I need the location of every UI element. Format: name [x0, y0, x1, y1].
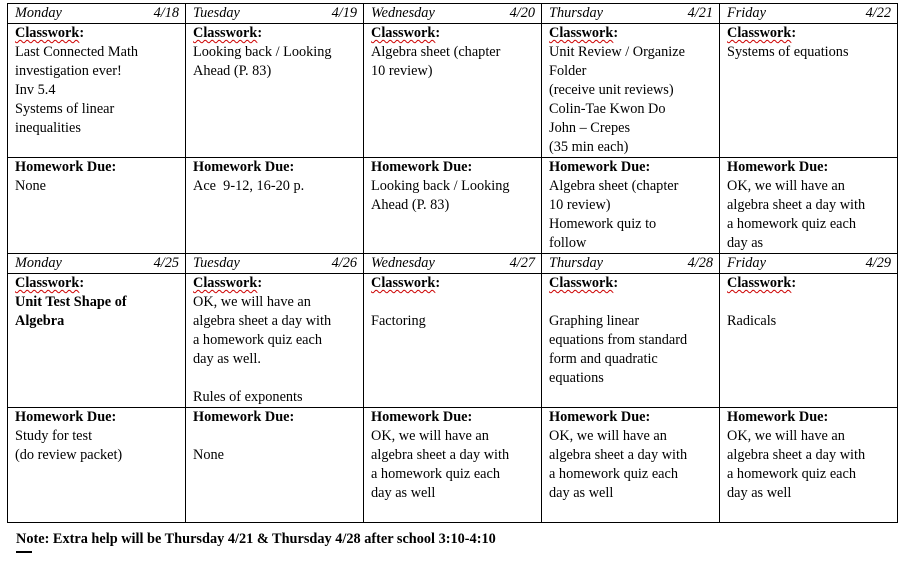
classwork-cell [8, 274, 186, 408]
classwork-label [193, 274, 357, 293]
classwork-cell [8, 24, 186, 158]
classwork-cell [720, 24, 898, 158]
classwork-line: Looking back / Looking [193, 44, 332, 60]
classwork-line: Algebra sheet (chapter [371, 44, 501, 60]
day-name: Friday [727, 255, 766, 271]
classwork-line: OK, we will have an [193, 294, 311, 310]
classwork-label-text: Classwork [15, 275, 80, 291]
classwork-label-text: Classwork [193, 275, 258, 291]
homework-line: a homework quiz each [549, 466, 679, 482]
classwork-line: a homework quiz each [193, 332, 323, 348]
classwork-label-text: Classwork [371, 275, 436, 291]
homework-line: 10 review) [549, 197, 611, 213]
homework-label: Homework Due: [15, 409, 117, 425]
homework-line: day as [727, 235, 764, 251]
classwork-line: Last Connected Math [15, 44, 139, 60]
note-dash [16, 551, 32, 553]
classwork-line: Folder [549, 63, 587, 79]
classwork-line: (35 min each) [549, 139, 629, 155]
homework-line: Algebra sheet (chapter [549, 178, 679, 194]
homework-cell [8, 158, 186, 254]
classwork-cell [364, 274, 542, 408]
homework-line: None [193, 447, 224, 463]
classwork-label-colon: : [435, 275, 441, 291]
classwork-label [549, 274, 713, 293]
classwork-label-colon: : [435, 25, 441, 41]
homework-label: Homework Due: [549, 409, 651, 425]
day-header-cell [542, 4, 720, 24]
classwork-label [371, 24, 535, 43]
classwork-line: Unit Review / Organize [549, 44, 685, 60]
homework-line: a homework quiz each [727, 466, 857, 482]
day-date: 4/26 [331, 255, 357, 271]
day-header-cell [364, 254, 542, 274]
day-name: Tuesday [193, 5, 240, 21]
classwork-cell [364, 24, 542, 158]
homework-line: algebra sheet a day with [371, 447, 510, 463]
classwork-line: Rules of exponents [193, 389, 303, 405]
day-name: Friday [727, 5, 766, 21]
classwork-line: form and quadratic [549, 351, 658, 367]
homework-line: day as well [727, 485, 792, 501]
classwork-label-colon: : [257, 275, 263, 291]
classwork-cell [186, 274, 364, 408]
day-header-cell [8, 254, 186, 274]
day-name: Monday [15, 255, 62, 271]
homework-line: Ace 9-12, 16-20 p. [193, 178, 305, 194]
classwork-label [727, 24, 891, 43]
homework-row [8, 158, 898, 254]
classwork-line: Ahead (P. 83) [193, 63, 272, 79]
classwork-label-text: Classwork [193, 25, 258, 41]
homework-line: (do review packet) [15, 447, 123, 463]
day-header-cell [364, 4, 542, 24]
classwork-line: Systems of equations [727, 44, 849, 60]
day-date: 4/22 [865, 5, 891, 21]
day-date: 4/25 [153, 255, 179, 271]
classwork-label [193, 24, 357, 43]
classwork-label-colon: : [791, 275, 797, 291]
classwork-cell [542, 24, 720, 158]
classwork-label-colon: : [79, 25, 85, 41]
homework-line: algebra sheet a day with [549, 447, 688, 463]
classwork-row [8, 274, 898, 408]
day-header-cell [720, 4, 898, 24]
classwork-label-text: Classwork [15, 25, 80, 41]
homework-line: algebra sheet a day with [727, 447, 866, 463]
homework-line: Looking back / Looking [371, 178, 510, 194]
homework-cell [186, 408, 364, 523]
homework-cell [8, 408, 186, 523]
homework-line: OK, we will have an [549, 428, 667, 444]
day-header-cell [186, 4, 364, 24]
classwork-line: Inv 5.4 [15, 82, 56, 98]
classwork-line [193, 369, 357, 388]
day-date: 4/28 [687, 255, 713, 271]
day-date: 4/29 [865, 255, 891, 271]
homework-cell [542, 158, 720, 254]
homework-cell [720, 408, 898, 523]
homework-line: a homework quiz each [371, 466, 501, 482]
homework-line: OK, we will have an [371, 428, 489, 444]
homework-label: Homework Due: [549, 159, 651, 175]
classwork-label [371, 274, 535, 293]
day-header-row [8, 254, 898, 274]
classwork-label [549, 24, 713, 43]
homework-line: None [15, 178, 46, 194]
homework-line: OK, we will have an [727, 178, 845, 194]
homework-cell [720, 158, 898, 254]
classwork-line: algebra sheet a day with [193, 313, 332, 329]
day-date: 4/18 [153, 5, 179, 21]
homework-label: Homework Due: [727, 159, 829, 175]
homework-label: Homework Due: [193, 159, 295, 175]
classwork-line: inequalities [15, 120, 81, 136]
homework-cell [364, 408, 542, 523]
day-name: Monday [15, 5, 62, 21]
classwork-line: Factoring [371, 313, 426, 329]
classwork-line: Unit Test Shape of [15, 294, 127, 310]
classwork-line: Algebra [15, 313, 65, 329]
homework-line: follow [549, 235, 587, 251]
homework-label: Homework Due: [15, 159, 117, 175]
homework-line [193, 427, 357, 446]
day-header-cell [542, 254, 720, 274]
classwork-line [371, 293, 535, 312]
homework-cell [186, 158, 364, 254]
classwork-line: equations from standard [549, 332, 688, 348]
classwork-line [727, 293, 891, 312]
classwork-row [8, 24, 898, 158]
day-name: Tuesday [193, 255, 240, 271]
classwork-label-colon: : [79, 275, 85, 291]
classwork-line: equations [549, 370, 604, 386]
classwork-line: Graphing linear [549, 313, 640, 329]
classwork-label-text: Classwork [727, 25, 792, 41]
classwork-label-colon: : [613, 275, 619, 291]
homework-label: Homework Due: [371, 159, 473, 175]
homework-line: algebra sheet a day with [727, 197, 866, 213]
day-header-cell [8, 4, 186, 24]
classwork-cell [186, 24, 364, 158]
classwork-label-text: Classwork [727, 275, 792, 291]
classwork-cell [542, 274, 720, 408]
classwork-line [549, 293, 713, 312]
classwork-label-colon: : [257, 25, 263, 41]
day-name: Wednesday [371, 5, 435, 21]
homework-cell [364, 158, 542, 254]
homework-line: day as well [549, 485, 614, 501]
classwork-label [15, 274, 179, 293]
homework-label: Homework Due: [193, 409, 295, 425]
homework-label: Homework Due: [371, 409, 473, 425]
extra-help-note: Note: Extra help will be Thursday 4/21 & Thursday 4/28 after school 3:10-4:10 [16, 531, 496, 547]
classwork-label-text: Classwork [371, 25, 436, 41]
homework-cell [542, 408, 720, 523]
day-header-cell [720, 254, 898, 274]
classwork-line: John – Crepes [549, 120, 631, 136]
classwork-line: 10 review) [371, 63, 433, 79]
classwork-label-text: Classwork [549, 275, 614, 291]
day-name: Thursday [549, 5, 604, 21]
day-date: 4/19 [331, 5, 357, 21]
classwork-label-colon: : [791, 25, 797, 41]
homework-line: Ahead (P. 83) [371, 197, 450, 213]
day-date: 4/20 [509, 5, 535, 21]
homework-line: OK, we will have an [727, 428, 845, 444]
classwork-line: day as well. [193, 351, 261, 367]
classwork-label [727, 274, 891, 293]
homework-row [8, 408, 898, 523]
classwork-label-colon: : [613, 25, 619, 41]
day-date: 4/27 [509, 255, 535, 271]
classwork-line: Systems of linear [15, 101, 115, 117]
day-name: Wednesday [371, 255, 435, 271]
classwork-line: investigation ever! [15, 63, 122, 79]
classwork-line: Colin-Tae Kwon Do [549, 101, 666, 117]
homework-line: day as well [371, 485, 436, 501]
homework-line: a homework quiz each [727, 216, 857, 232]
day-header-row [8, 4, 898, 24]
homework-line: Study for test [15, 428, 93, 444]
day-name: Thursday [549, 255, 604, 271]
day-date: 4/21 [687, 5, 713, 21]
classwork-cell [720, 274, 898, 408]
classwork-line: (receive unit reviews) [549, 82, 674, 98]
homework-line: Homework quiz to [549, 216, 657, 232]
classwork-label-text: Classwork [549, 25, 614, 41]
weekly-schedule-table [7, 3, 898, 523]
day-header-cell [186, 254, 364, 274]
classwork-line: Radicals [727, 313, 777, 329]
classwork-label [15, 24, 179, 43]
homework-label: Homework Due: [727, 409, 829, 425]
